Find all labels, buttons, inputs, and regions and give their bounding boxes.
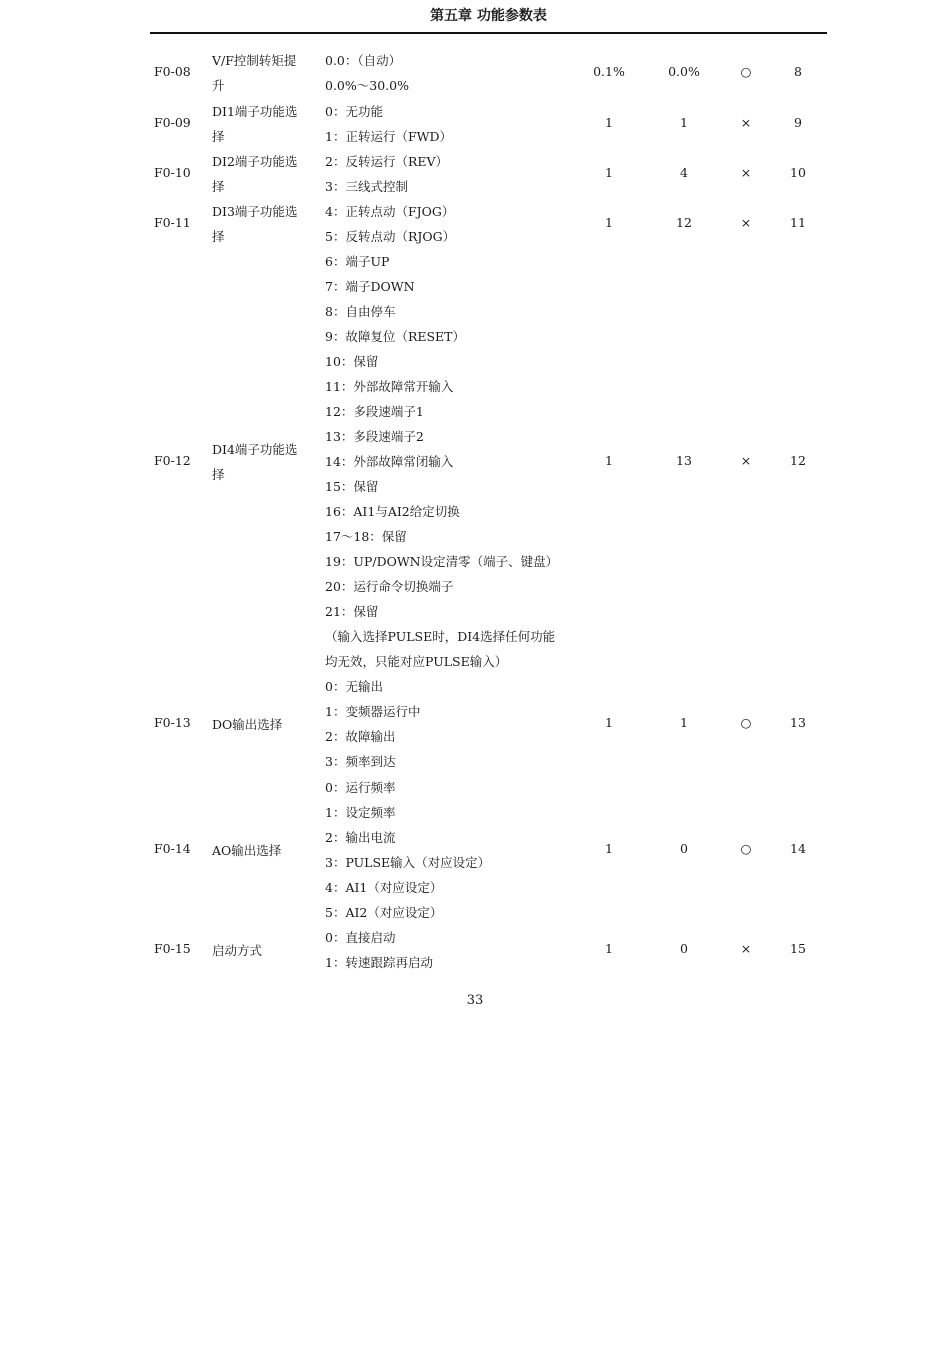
param-name [212,938,318,963]
description-line: 2：反转运行（REV） [325,154,449,169]
description-line: 1：变频器运行中 [325,704,421,719]
param-description [325,48,409,98]
param-code: F0-10 [154,165,191,180]
param-description [325,99,452,149]
change-attribute: ○ [740,64,752,79]
param-name [212,99,318,149]
param-name [212,838,318,863]
param-code: F0-09 [154,115,191,130]
param-name-line: DI3端子功能选 [212,204,298,219]
param-name-line: V/F控制转矩提 [212,53,297,68]
min-unit: 1 [605,452,613,468]
description-line: 0：直接启动 [325,930,396,945]
change-attribute: × [740,165,752,180]
param-name-line: 启动方式 [212,942,263,958]
param-name [212,48,318,98]
param-name-line: 择 [212,466,225,482]
description-line: 12：多段速端子1 [325,404,424,419]
table-row [0,48,950,98]
factory-default: 1 [680,115,688,130]
description-line: 4：正转点动（FJOG） [325,204,455,219]
factory-default: 0.0% [668,64,700,79]
serial-number: 15 [790,941,806,956]
param-description [325,674,420,774]
min-unit: 0.1% [593,64,625,79]
table-row [0,674,950,774]
description-line: 0.0：（自动） [325,53,402,68]
description-line: 21：保留 [325,604,379,619]
param-code: F0-12 [154,452,191,468]
description-line: 16：AI1与AI2给定切换 [325,504,460,519]
table-row [0,775,950,925]
min-unit: 1 [605,165,613,180]
min-unit: 1 [605,715,613,730]
description-line: 2：输出电流 [325,830,396,845]
description-line: 5：AI2（对应设定） [325,905,443,920]
param-name-line: DI4端子功能选 [212,441,298,457]
description-line: 17～18：保留 [325,529,407,544]
description-line: 19：UP/DOWN设定清零（端子、键盘） [325,554,559,569]
change-attribute: × [740,452,752,468]
param-name-line: DI2端子功能选 [212,154,298,169]
table-row [0,149,950,199]
min-unit: 1 [605,941,613,956]
description-line: 3：频率到达 [325,754,396,769]
description-line: 6：端子UP [325,254,390,269]
description-line: 0：无功能 [325,104,383,119]
description-line: 8：自由停车 [325,304,396,319]
description-line: 10：保留 [325,354,379,369]
description-line: 2：故障输出 [325,729,396,744]
param-name [212,437,318,487]
serial-number: 11 [790,215,806,230]
factory-default: 12 [676,215,692,230]
chapter-title: 第五章 功能参数表 [430,8,547,24]
description-line: 5：反转点动（RJOG） [325,229,456,244]
param-code: F0-15 [154,941,191,956]
param-name-line: 择 [212,179,225,194]
factory-default: 0 [680,841,688,856]
description-line: 3：PULSE输入（对应设定） [325,855,491,870]
min-unit: 1 [605,841,613,856]
factory-default: 13 [676,452,692,468]
param-name-line: DO输出选择 [212,716,283,732]
factory-default: 1 [680,715,688,730]
change-attribute: × [740,215,752,230]
param-name-line: DI1端子功能选 [212,104,298,119]
serial-number: 10 [790,165,806,180]
factory-default: 4 [680,165,688,180]
param-name [212,149,318,199]
serial-number: 13 [790,715,806,730]
min-unit: 1 [605,215,613,230]
serial-number: 14 [790,841,806,856]
description-line: 9：故障复位（RESET） [325,329,466,344]
description-line: 1：设定频率 [325,805,396,820]
factory-default: 0 [680,941,688,956]
serial-number: 8 [794,64,802,79]
min-unit: 1 [605,115,613,130]
param-code: F0-13 [154,715,191,730]
param-code: F0-08 [154,64,191,79]
param-code: F0-11 [154,215,191,230]
serial-number: 12 [790,452,806,468]
description-line: 1：转速跟踪再启动 [325,955,433,970]
description-line: 均无效，只能对应PULSE输入） [325,654,508,669]
param-name-line: 升 [212,78,225,93]
param-description [325,199,455,249]
param-description [325,775,490,925]
table-row [0,925,950,975]
param-description [325,149,448,199]
change-attribute: × [740,941,752,956]
description-line: 14：外部故障常闭输入 [325,454,454,469]
page-header [150,0,827,34]
description-line: 3：三线式控制 [325,179,408,194]
param-name-line: 择 [212,229,225,244]
serial-number: 9 [794,115,802,130]
description-line: 4：AI1（对应设定） [325,880,443,895]
description-line: 1：正转运行（FWD） [325,129,452,144]
description-line: 0：运行频率 [325,780,396,795]
param-description [325,925,433,975]
change-attribute: ○ [740,841,752,856]
change-attribute: × [740,115,752,130]
param-name [212,199,318,249]
table-row [0,99,950,149]
table-row [0,199,950,249]
description-line: 13：多段速端子2 [325,429,424,444]
description-line: 15：保留 [325,479,379,494]
description-line: 20：运行命令切换端子 [325,579,454,594]
page-number: 33 [466,993,484,1008]
description-line: 7：端子DOWN [325,279,415,294]
param-description [325,249,558,674]
param-name-line: 择 [212,129,225,144]
param-code: F0-14 [154,841,191,856]
description-line: 11：外部故障常开输入 [325,379,454,394]
table-row [0,249,950,674]
change-attribute: ○ [740,715,752,730]
description-line: （输入选择PULSE时，DI4选择任何功能 [325,629,556,644]
description-line: 0.0%～30.0% [325,78,409,93]
param-name [212,712,318,737]
param-name-line: AO输出选择 [212,842,282,858]
description-line: 0：无输出 [325,679,383,694]
